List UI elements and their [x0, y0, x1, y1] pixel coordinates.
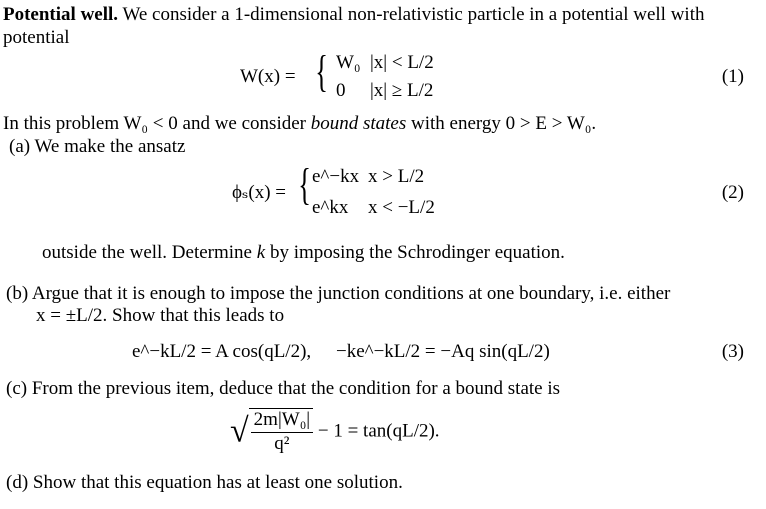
intro-text-2: potential: [3, 27, 70, 48]
part-a-task-post: by imposing the Schrodinger equation.: [269, 242, 565, 263]
eq1-lhs: W(x) =: [240, 66, 296, 87]
bound-state-post: with energy 0 > E > W₀.: [411, 113, 597, 134]
eq2-brace: {: [298, 160, 311, 209]
fraction: [251, 409, 313, 456]
eq1-brace: {: [315, 47, 328, 96]
eq2-case2-value: e^kx: [312, 197, 349, 218]
part-a-label: (a) We make the ansatz: [9, 136, 186, 157]
fraction-denominator: q²: [274, 432, 290, 454]
bound-state-sentence: [3, 113, 596, 136]
eq2-lhs: ϕₛ(x) =: [232, 182, 287, 203]
eq1-case2-condition: |x| ≥ L/2: [370, 80, 434, 101]
eq1-number: (1): [721, 66, 744, 87]
fraction-numerator: 2m|W₀|: [251, 409, 313, 433]
intro-text-1: We consider a 1-dimensional non-relativistic particle in a potential well with: [122, 4, 705, 25]
eq2-case1-condition: x > L/2: [368, 166, 425, 187]
eq1-case1-condition: |x| < L/2: [370, 52, 434, 73]
part-d-line: (d) Show that this equation has at least one solution.: [6, 472, 403, 493]
part-b-line2: x = ±L/2. Show that this leads to: [36, 305, 285, 326]
bound-state-emph: bound states: [310, 113, 407, 134]
bound-state-pre: In this problem W₀ < 0 and we consider: [3, 113, 306, 134]
eq3-number: (3): [721, 341, 744, 362]
eq1-case1-value: W₀: [336, 52, 361, 73]
part-a-task-var: k: [256, 242, 266, 263]
condition-rest: − 1 = tan(qL/2).: [317, 420, 440, 442]
part-c-line: (c) From the previous item, deduce that the condition for a bound state is: [6, 378, 561, 399]
eq1-case2-value: 0: [336, 80, 346, 101]
part-a-task: [42, 242, 565, 265]
eq2-number: (2): [721, 182, 744, 203]
eq2-case1-value: e^−kx: [312, 166, 360, 187]
eq3-right: −ke^−kL/2 = −Aq sin(qL/2): [336, 341, 550, 362]
problem-intro-line1: [3, 4, 704, 27]
problem-title: Potential well.: [3, 4, 119, 25]
condition-equation: [230, 408, 440, 456]
sqrt-content: [249, 408, 313, 456]
sqrt-sign: √: [230, 412, 249, 450]
part-a-task-pre: outside the well. Determine: [42, 242, 252, 263]
part-b-line1: (b) Argue that it is enough to impose the junction conditions at one boundary, i.e. either: [6, 283, 671, 304]
eq2-case2-condition: x < −L/2: [368, 197, 435, 218]
eq3-left: e^−kL/2 = A cos(qL/2),: [132, 341, 312, 362]
